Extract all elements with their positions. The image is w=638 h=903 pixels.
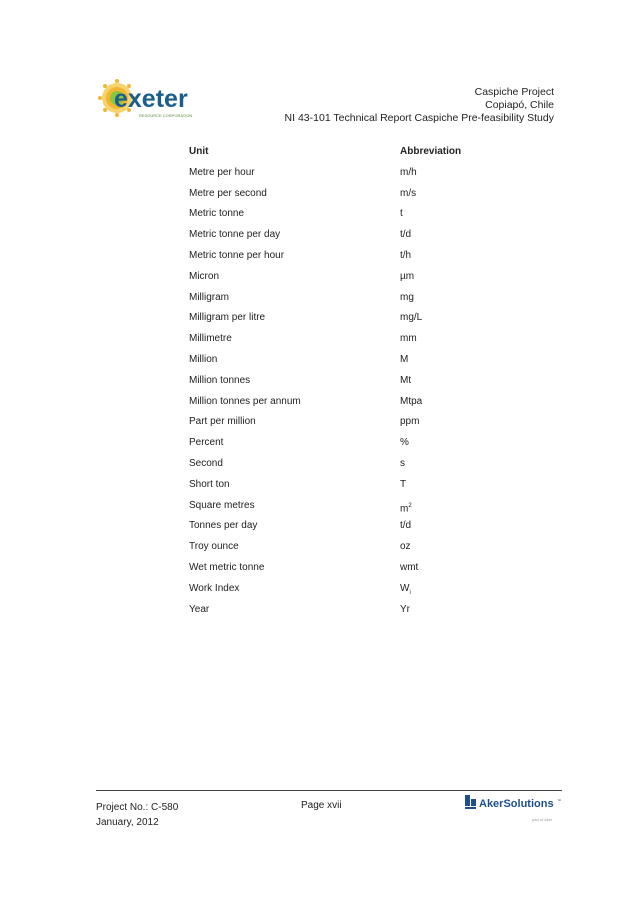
table-row <box>189 583 489 604</box>
abbreviation-text: m/s <box>400 187 417 199</box>
table-row <box>189 292 489 313</box>
column-header-abbreviation: Abbreviation <box>400 146 462 157</box>
unit-abbreviation <box>400 188 416 200</box>
table-row <box>189 541 489 562</box>
unit-name: Million tonnes per annum <box>189 395 301 407</box>
table-row <box>189 250 489 271</box>
unit-abbreviation <box>400 229 411 241</box>
unit-abbreviation <box>400 541 411 553</box>
unit-abbreviation <box>400 271 414 283</box>
unit-name: Micron <box>189 270 220 282</box>
footer-divider <box>96 790 562 791</box>
abbreviation-text: t <box>400 208 403 220</box>
unit-abbreviation <box>400 416 419 428</box>
unit-abbreviation <box>400 354 408 366</box>
column-header-unit: Unit <box>189 146 209 157</box>
unit-name: Short ton <box>189 478 230 490</box>
abbreviation-text: mg/L <box>400 312 423 324</box>
unit-abbreviation <box>400 583 411 599</box>
table-row <box>189 333 489 354</box>
abbreviation-text: m <box>400 502 409 514</box>
aker-wordmark: AkerSolutions <box>479 798 554 810</box>
report-header <box>285 86 554 125</box>
abbreviation-text: t/h <box>400 249 412 261</box>
aker-mark-icon <box>465 795 476 809</box>
unit-abbreviation <box>400 292 414 304</box>
table-row <box>189 271 489 292</box>
table-row <box>189 500 489 521</box>
unit-name: Metre per second <box>189 187 267 199</box>
unit-abbreviation <box>400 437 409 449</box>
unit-name: Millimetre <box>189 333 232 345</box>
project-name: Caspiche Project <box>474 86 554 98</box>
unit-name: Second <box>189 457 223 469</box>
unit-abbreviation <box>400 562 418 574</box>
aker-solutions-logo <box>465 793 563 825</box>
table-row <box>189 375 489 396</box>
abbreviation-text: Yr <box>400 603 410 615</box>
abbreviation-text: Mt <box>400 374 412 386</box>
abbreviations-table <box>189 146 489 624</box>
abbreviation-text: oz <box>400 541 411 553</box>
table-row <box>189 479 489 500</box>
unit-name: Milligram <box>189 291 229 303</box>
table-row <box>189 167 489 188</box>
abbreviation-text: t/d <box>400 520 412 532</box>
table-row <box>189 437 489 458</box>
table-row <box>189 312 489 333</box>
table-row <box>189 604 489 625</box>
abbreviation-text: mg <box>400 291 414 303</box>
abbreviation-superscript: 2 <box>408 502 412 509</box>
table-row <box>189 188 489 209</box>
unit-name: Metric tonne per day <box>189 229 281 241</box>
page-number: Page xvii <box>301 800 342 811</box>
unit-name: Metre per hour <box>189 166 255 178</box>
unit-name: Troy ounce <box>189 541 239 553</box>
table-row <box>189 562 489 583</box>
footer-info <box>96 800 178 830</box>
report-date: January, 2012 <box>96 817 159 828</box>
unit-abbreviation <box>400 500 412 515</box>
logo-word: exeter <box>114 85 188 113</box>
abbreviation-text: wmt <box>400 561 419 573</box>
abbreviation-text: M <box>400 353 409 365</box>
unit-abbreviation <box>400 396 422 408</box>
unit-abbreviation <box>400 520 411 532</box>
unit-name: Milligram per litre <box>189 312 266 324</box>
unit-abbreviation <box>400 604 410 616</box>
table-row <box>189 396 489 417</box>
abbreviation-text: % <box>400 437 409 449</box>
table-row <box>189 229 489 250</box>
unit-abbreviation <box>400 333 417 345</box>
aker-tagline: part of Aker <box>532 817 553 822</box>
project-location: Copiapó, Chile <box>485 99 554 111</box>
table-header <box>189 146 489 167</box>
unit-name: Part per million <box>189 416 256 428</box>
unit-abbreviation <box>400 479 406 491</box>
unit-name: Million tonnes <box>189 374 251 386</box>
logo-subtitle: RESOURCE CORPORATION <box>139 113 193 118</box>
aker-trademark: ™ <box>557 798 561 803</box>
unit-abbreviation <box>400 375 411 387</box>
unit-name: Year <box>189 603 210 615</box>
table-row <box>189 416 489 437</box>
unit-name: Million <box>189 353 218 365</box>
abbreviation-text: µm <box>400 270 415 282</box>
abbreviation-text: Mtpa <box>400 395 423 407</box>
table-row <box>189 458 489 479</box>
unit-abbreviation <box>400 208 403 220</box>
table-body <box>189 167 489 625</box>
unit-name: Square metres <box>189 499 255 511</box>
table-row <box>189 520 489 541</box>
unit-name: Work Index <box>189 582 240 594</box>
unit-name: Metric tonne per hour <box>189 249 285 261</box>
exeter-logo <box>97 78 222 122</box>
unit-name: Metric tonne <box>189 208 245 220</box>
report-title: NI 43-101 Technical Report Caspiche Pre-feasibility Study <box>284 112 554 124</box>
abbreviation-text: ppm <box>400 416 420 428</box>
unit-name: Tonnes per day <box>189 520 258 532</box>
unit-abbreviation <box>400 250 411 262</box>
table-row <box>189 208 489 229</box>
unit-name: Percent <box>189 437 224 449</box>
table-row <box>189 354 489 375</box>
unit-abbreviation <box>400 312 422 324</box>
unit-abbreviation <box>400 458 405 470</box>
abbreviation-subscript: i <box>409 589 411 596</box>
abbreviation-text: mm <box>400 333 417 345</box>
unit-abbreviation <box>400 167 417 179</box>
abbreviation-text: t/d <box>400 229 412 241</box>
abbreviation-text: s <box>400 457 405 469</box>
project-number: Project No.: C-580 <box>96 802 179 813</box>
unit-name: Wet metric tonne <box>189 561 265 573</box>
abbreviation-text: W <box>400 582 410 594</box>
abbreviation-text: m/h <box>400 166 417 178</box>
abbreviation-text: T <box>400 478 407 490</box>
